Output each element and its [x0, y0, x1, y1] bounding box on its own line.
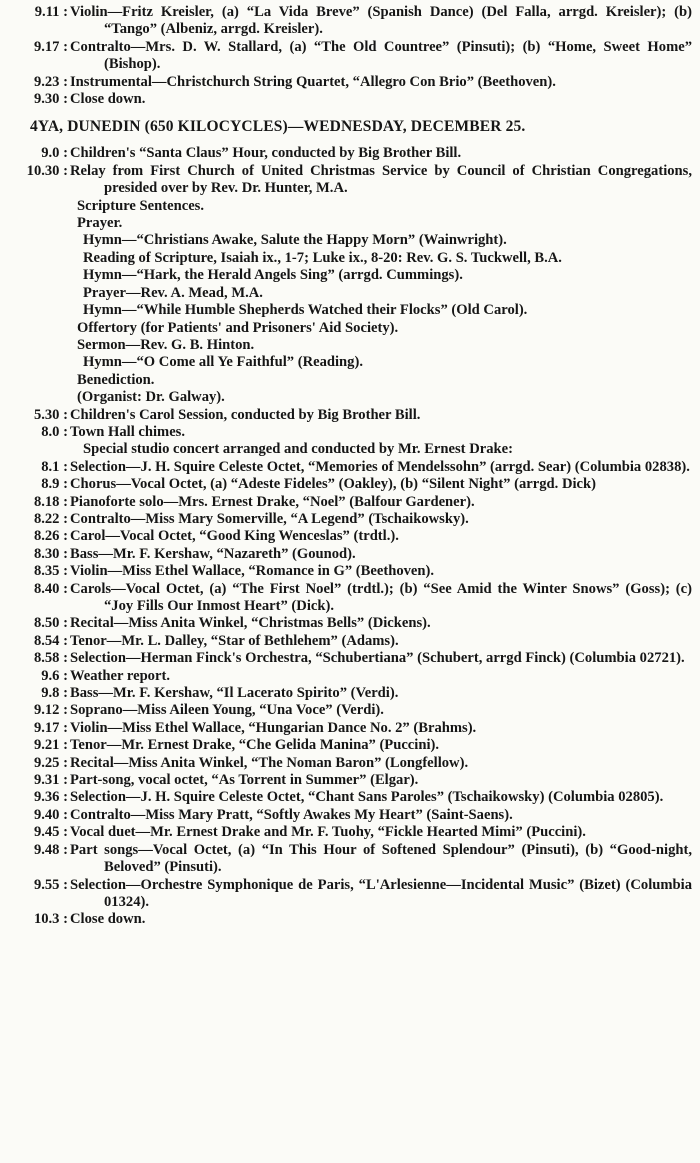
entry-text: Carol—Vocal Octet, “Good King Wenceslas” (trdtl.).	[70, 528, 399, 545]
entry-text: Selection—Orchestre Symphonique de Paris, “L'Arlesienne—Incidental Music” (Bizet) (Columbia 01324).	[70, 876, 692, 910]
entry-time: 8.40 :	[33, 580, 68, 597]
programme-entry	[8, 39, 692, 74]
entry-text: Violin—Miss Ethel Wallace, “Romance in G” (Beethoven).	[70, 563, 435, 580]
programme-entry	[8, 824, 692, 841]
entry-text: Vocal duet—Mr. Ernest Drake and Mr. F. Tuohy, “Fickle Hearted Mimi” (Puccini).	[70, 824, 586, 841]
programme-entry	[8, 842, 692, 877]
service-item: Hymn—“While Humble Shepherds Watched their Flocks” (Old Carol).	[83, 302, 528, 319]
service-item: Benediction.	[77, 371, 155, 388]
entry-text: Children's Carol Session, conducted by Big Brother Bill.	[70, 406, 421, 423]
programme-entry	[8, 145, 692, 162]
programme-entry	[8, 685, 692, 702]
entry-text: Contralto—Miss Mary Somerville, “A Legend” (Tschaikowsky).	[70, 510, 469, 527]
entry-time: 9.25 :	[33, 754, 68, 771]
christchurch-final-items	[8, 4, 692, 108]
entry-time: 9.11 :	[34, 4, 68, 20]
entry-time: 9.40 :	[33, 806, 68, 823]
entry-text: Violin—Miss Ethel Wallace, “Hungarian Dance No. 2” (Brahms).	[70, 719, 477, 736]
service-item: Reading of Scripture, Isaiah ix., 1-7; Luke ix., 8-20: Rev. G. S. Tuckwell, B.A.	[83, 249, 562, 266]
entry-time: 9.31 :	[33, 772, 68, 789]
church-service-order	[8, 198, 692, 407]
studio-concert-note: Special studio concert arranged and conducted by Mr. Ernest Drake:	[83, 441, 513, 458]
programme-entry	[8, 772, 692, 789]
entry-time: 9.23 :	[33, 73, 68, 90]
dunedin-programme	[8, 145, 692, 928]
programme-entry	[8, 546, 692, 563]
programme-entry	[8, 407, 692, 424]
entry-text: Tenor—Mr. Ernest Drake, “Che Gelida Manina” (Puccini).	[70, 737, 440, 754]
entry-time: 9.8 :	[41, 685, 68, 702]
entry-time: 8.58 :	[33, 650, 68, 667]
programme-entry	[8, 494, 692, 511]
programme-entry	[8, 528, 692, 545]
entry-time: 9.45 :	[33, 824, 68, 841]
entry-time: 8.30 :	[33, 545, 68, 562]
studio-concert-items	[8, 459, 692, 929]
entry-text: Tenor—Mr. L. Dalley, “Star of Bethlehem” (Adams).	[70, 632, 399, 649]
service-item: Prayer.	[77, 215, 123, 232]
service-item: Hymn—“Christians Awake, Salute the Happy Morn” (Wainwright).	[83, 232, 507, 249]
programme-entry	[8, 563, 692, 580]
programme-entry	[8, 163, 692, 198]
entry-text: Chorus—Vocal Octet, (a) “Adeste Fideles” (Oakley), (b) “Silent Night” (arrgd. Dick)	[70, 476, 596, 493]
entry-text: Bass—Mr. F. Kershaw, “Nazareth” (Gounod).	[70, 545, 356, 562]
entry-text: Recital—Miss Anita Winkel, “Christmas Bells” (Dickens).	[70, 615, 431, 632]
programme-entry	[8, 755, 692, 772]
entry-text: Instrumental—Christchurch String Quartet, “Allegro Con Brio” (Beethoven).	[70, 73, 556, 90]
programme-entry	[8, 74, 692, 91]
entry-text: Selection—J. H. Squire Celeste Octet, “Chant Sans Paroles” (Tschaikowsky) (Columbia 02805).	[70, 789, 664, 806]
entry-text: Contralto—Miss Mary Pratt, “Softly Awakes My Heart” (Saint-Saens).	[70, 806, 513, 823]
programme-entry	[8, 702, 692, 719]
entry-text: Part-song, vocal octet, “As Torrent in Summer” (Elgar).	[70, 772, 419, 789]
entry-text: Children's “Santa Claus” Hour, conducted by Big Brother Bill.	[70, 145, 462, 162]
entry-time: 9.36 :	[33, 789, 68, 806]
entry-text: Selection—J. H. Squire Celeste Octet, “Memories of Mendelssohn” (arrgd. Sear) (Columbia 02838).	[70, 458, 690, 475]
entry-time: 9.30 :	[33, 91, 68, 108]
station-heading: 4YA, DUNEDIN (650 KILOCYCLES)—WEDNESDAY, DECEMBER 25.	[30, 118, 526, 136]
entry-time: 9.21 :	[33, 737, 68, 754]
service-item: Sermon—Rev. G. B. Hinton.	[77, 336, 255, 353]
entry-time: 8.0 :	[41, 423, 68, 440]
programme-entry	[8, 581, 692, 616]
entry-text: Carols—Vocal Octet, (a) “The First Noel” (trdtl.); (b) “See Amid the Winter Snows” (Goss); (c) “Joy Fills Our Inmost Heart” (Dick).	[70, 580, 692, 614]
entry-text: Selection—Herman Finck's Orchestra, “Schubertiana” (Schubert, arrgd Finck) (Columbia 02721).	[70, 650, 685, 667]
entry-time: 8.1 :	[41, 458, 68, 475]
entry-time: 8.35 :	[33, 563, 68, 580]
entry-time: 9.17 :	[33, 719, 68, 736]
programme-entry	[8, 877, 692, 912]
entry-time: 8.18 :	[33, 493, 68, 510]
entry-time: 9.12 :	[33, 702, 68, 719]
entry-time: 9.0 :	[41, 145, 68, 162]
entry-text: Close down.	[70, 91, 146, 108]
entry-time: 9.48 :	[33, 841, 68, 858]
programme-entry	[8, 615, 692, 632]
entry-time: 8.22 :	[33, 510, 68, 527]
entry-time: 10.30 :	[26, 162, 68, 179]
service-item: Prayer—Rev. A. Mead, M.A.	[83, 284, 263, 301]
programme-entry	[8, 459, 692, 476]
service-item: (Organist: Dr. Galway).	[77, 389, 225, 406]
programme-entry	[8, 424, 692, 441]
service-item: Hymn—“Hark, the Herald Angels Sing” (arrgd. Cummings).	[83, 267, 463, 284]
programme-entry	[8, 4, 692, 39]
entry-time: 10.3 :	[33, 911, 68, 928]
entry-text: Bass—Mr. F. Kershaw, “Il Lacerato Spirito” (Verdi).	[70, 685, 399, 702]
programme-entry	[8, 789, 692, 806]
entry-time: 9.55 :	[33, 876, 68, 893]
service-item: Hymn—“O Come all Ye Faithful” (Reading).	[83, 354, 363, 371]
entry-time: 9.17 :	[33, 38, 68, 55]
programme-entry	[8, 91, 692, 108]
entry-time: 8.50 :	[33, 615, 68, 632]
programme-entry	[8, 650, 692, 667]
programme-entry	[8, 911, 692, 928]
entry-text: Recital—Miss Anita Winkel, “The Noman Baron” (Longfellow).	[70, 754, 469, 771]
entry-text: Close down.	[70, 911, 146, 928]
entry-time: 8.26 :	[33, 528, 68, 545]
programme-entry	[8, 476, 692, 493]
radio-programme-listing	[8, 4, 692, 929]
programme-entry	[8, 511, 692, 528]
service-item: Offertory (for Patients' and Prisoners' Aid Society).	[77, 319, 399, 336]
entry-time: 5.30 :	[33, 406, 68, 423]
entry-text: Pianoforte solo—Mrs. Ernest Drake, “Noel” (Balfour Gardener).	[70, 493, 475, 510]
programme-entry	[8, 668, 692, 685]
entry-time: 8.54 :	[33, 632, 68, 649]
entry-text: Contralto—Mrs. D. W. Stallard, (a) “The Old Countree” (Pinsuti); (b) “Home, Sweet Home” (Bishop).	[70, 38, 692, 73]
programme-entry	[8, 807, 692, 824]
programme-entry	[8, 720, 692, 737]
programme-entry	[8, 633, 692, 650]
entry-text: Weather report.	[70, 667, 170, 684]
entry-text: Soprano—Miss Aileen Young, “Una Voce” (Verdi).	[70, 702, 384, 719]
entry-time: 9.6 :	[41, 667, 68, 684]
programme-entry	[8, 737, 692, 754]
entry-text: Part songs—Vocal Octet, (a) “In This Hour of Softened Splendour” (Pinsuti), (b) “Good-night, Beloved” (Pinsuti).	[70, 841, 692, 876]
entry-text: Town Hall chimes.	[70, 423, 186, 440]
entry-text: Relay from First Church of United Christmas Service by Council of Christian Congregations, presided over by Rev. Dr. Hunter, M.A.	[70, 162, 692, 197]
entry-text: Violin—Fritz Kreisler, (a) “La Vida Breve” (Spanish Dance) (Del Falla, arrgd. Kreisler); (b) “Tango” (Albeniz, arrgd. Kreisler).	[70, 4, 692, 38]
service-item: Scripture Sentences.	[77, 197, 205, 214]
entry-time: 8.9 :	[41, 476, 68, 493]
